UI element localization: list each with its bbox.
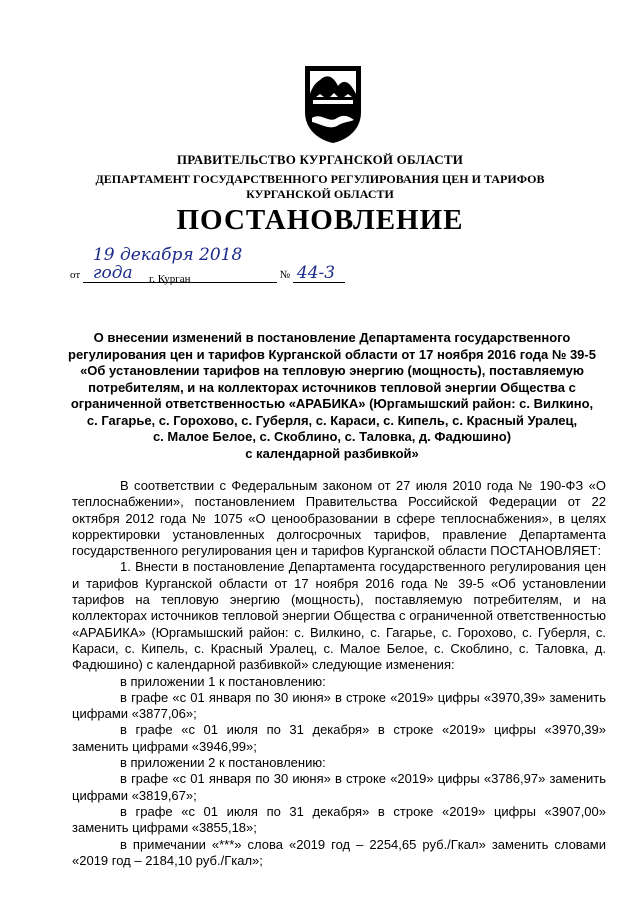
- title-line: с. Малое Белое, с. Скоблино, с. Таловка, д. Фадюшино): [152, 429, 512, 444]
- government-name: ПРАВИТЕЛЬСТВО КУРГАНСКОЙ ОБЛАСТИ: [176, 152, 464, 167]
- department-name: [0, 172, 640, 202]
- from-label: от: [70, 269, 81, 281]
- appendix-2-jul-change: в графе «с 01 июля по 31 декабря» в строке «2019» цифры «3907,00» заменить цифрами «3855,18»;: [72, 803, 606, 836]
- document-subject-title: [66, 330, 598, 462]
- handwritten-date: 19 декабря 2018 года: [83, 246, 277, 283]
- appendix-1-jul-change: в графе «с 01 июля по 31 декабря» в строке «2019» цифры «3970,39» заменить цифрами «3946,99»;: [72, 722, 606, 754]
- appendix-1-jan-change: в графе «с 01 января по 30 июня» в строке «2019» цифры «3970,39» заменить цифрами «3877,06»;: [72, 689, 606, 722]
- note-change: в примечании «***» слова «2019 год – 2254,65 руб./Гкал» заменить словами «2019 год – 2184,10 руб./Гкал»;: [72, 836, 606, 868]
- title-line: «Об установлении тарифов на тепловую энергию (мощность), поставляемую: [80, 363, 584, 378]
- handwritten-number: 44-3: [293, 264, 345, 283]
- item-1-paragraph: 1. Внести в постановление Департамента государственного регулирования цен и тарифов Курганской области от 17 ноября 2016 года № 39-5 «Об установлении тарифов на тепловую энергию (мощность), поставляемую потребителям, и на коллекторах источников тепловой энергии Общества с ограниченной ответственностью «АРАБИКА» (Юргамышский район: с. Вилкино, с. Гагарье, с. Горохово, с. Губерля, с. Караси, с. Кипель, с. Красный Уралец, с. Малое Белое, с. Скоблино, с. Таловка, д. Фадюшино) с календарной разбивкой» следующие изменения:: [72, 559, 606, 673]
- preamble-paragraph: В соответствии с Федеральным законом от 27 июля 2010 года № 190-ФЗ «О теплоснабжении», постановлением Правительства Российской Федерации от 22 октября 2012 года № 1075 «О ценообразовании в сфере теплоснабжения», в целях корректировки установленных долгосрочных тарифов, правление Департамента государственного регулирования цен и тарифов Курганской области ПОСТАНОВЛЯЕТ:: [72, 478, 606, 559]
- city-label: г. Курган: [149, 273, 191, 285]
- number-label: №: [279, 269, 291, 281]
- title-line: с календарной разбивкой»: [245, 445, 419, 461]
- document-body: [72, 478, 606, 869]
- date-number-line: [70, 246, 345, 283]
- title-line: О внесении изменений в постановление Департамента государственного: [93, 330, 571, 345]
- title-line: ограниченной ответственностью «АРАБИКА» (Юргамышский район: с. Вилкино,: [70, 396, 594, 411]
- coat-of-arms-emblem: [303, 64, 363, 144]
- appendix-2-jan-change: в графе «с 01 января по 30 июня» в строке «2019» цифры «3786,97» заменить цифрами «3819,67»;: [72, 771, 606, 803]
- appendix-1-heading: в приложении 1 к постановлению:: [120, 673, 326, 689]
- appendix-2-heading: в приложении 2 к постановлению:: [120, 755, 326, 771]
- title-line: с. Гагарье, с. Горохово, с. Губерля, с. Караси, с. Кипель, с. Красный Уралец,: [86, 412, 578, 428]
- department-line-2: КУРГАНСКОЙ ОБЛАСТИ: [246, 187, 394, 201]
- document-type-title: ПОСТАНОВЛЕНИЕ: [176, 204, 464, 236]
- department-line-1: ДЕПАРТАМЕНТ ГОСУДАРСТВЕННОГО РЕГУЛИРОВАНИЯ ЦЕН И ТАРИФОВ: [95, 172, 545, 186]
- title-line: потребителям, и на коллекторах источников тепловой энергии Общества с: [88, 379, 576, 395]
- title-line: регулирования цен и тарифов Курганской области от 17 ноября 2016 года № 39-5: [68, 346, 596, 362]
